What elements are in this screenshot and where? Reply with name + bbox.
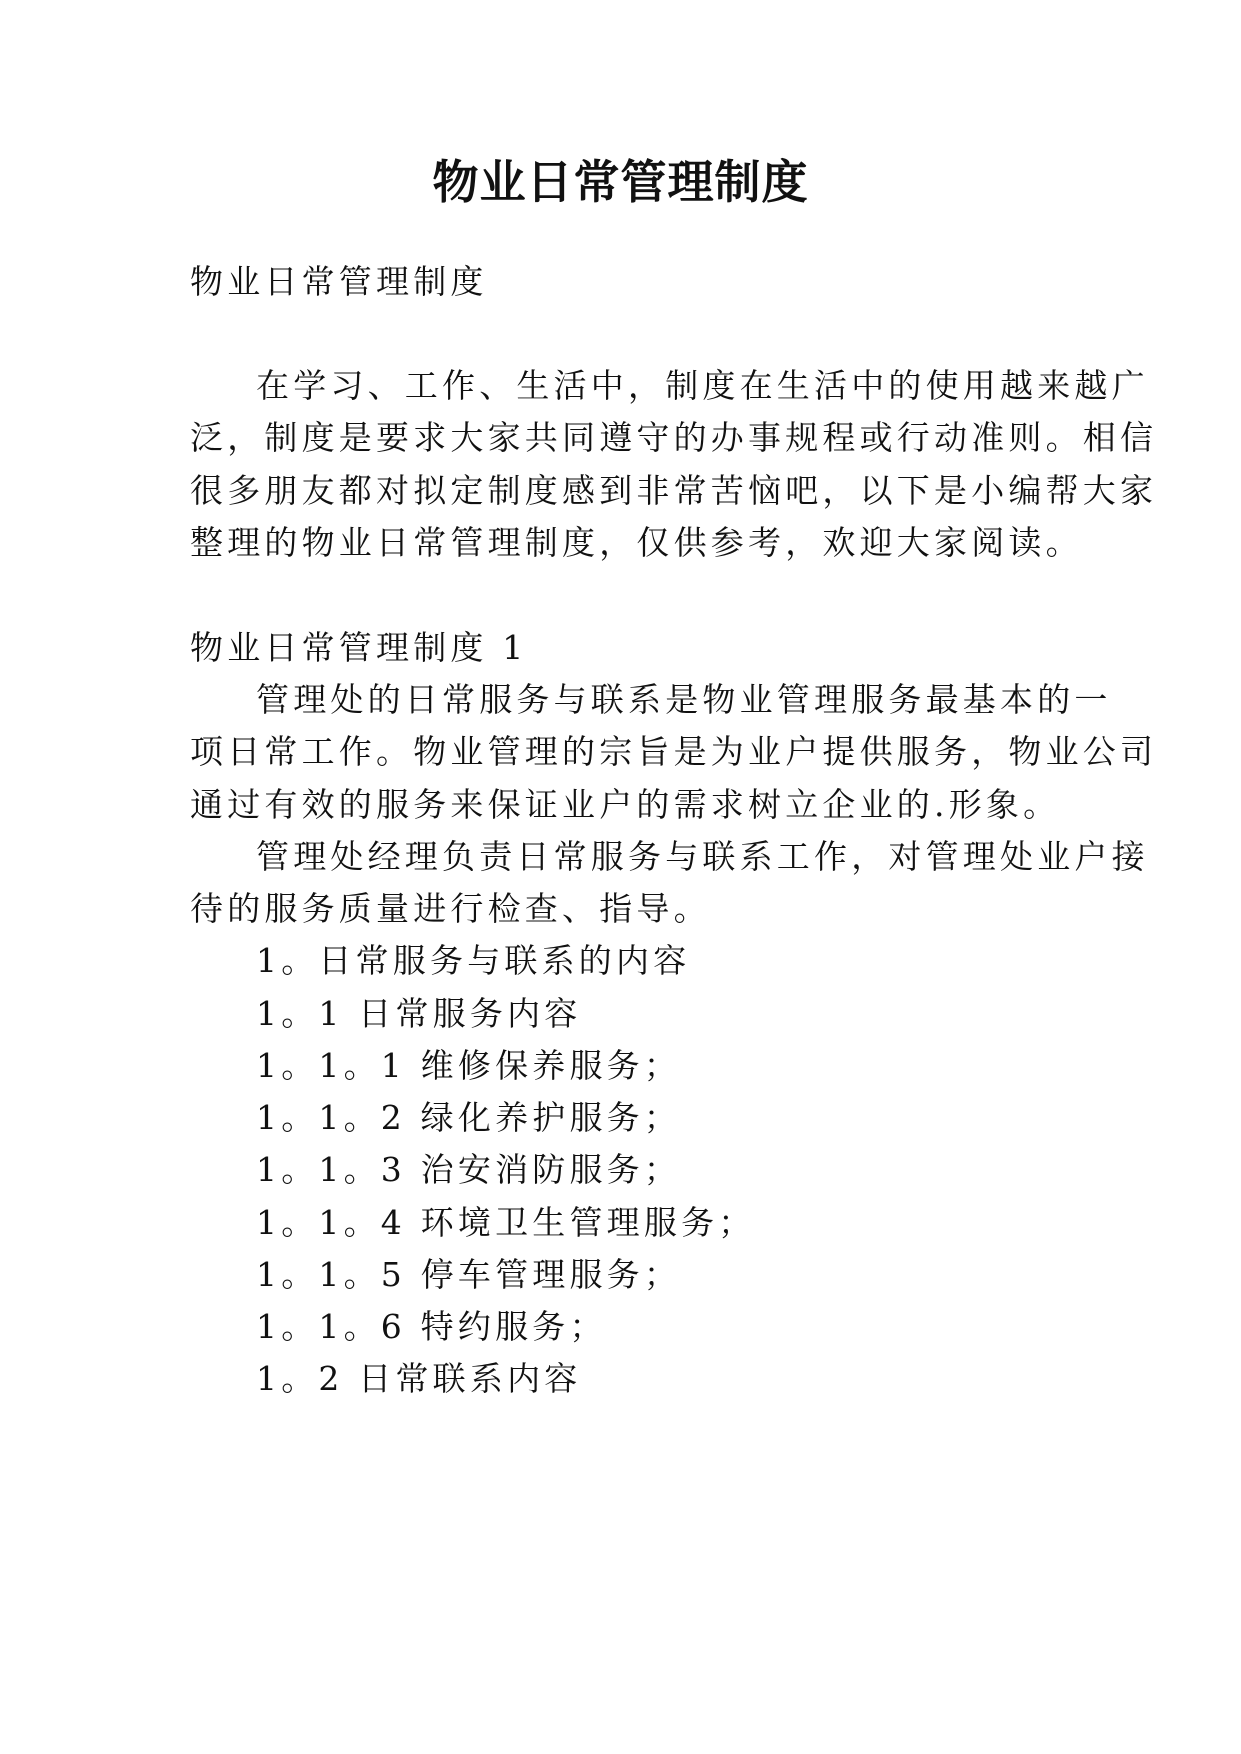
paragraph-line: 管理处经理负责日常服务与联系工作，对管理处业户接 [256,837,1149,876]
paragraph-line: 管理处的日常服务与联系是物业管理服务最基本的一 [256,680,1112,719]
list-item: 1。1。2 绿化养护服务； [256,1098,682,1137]
list-item: 1。1。1 维修保养服务； [256,1046,682,1085]
list-item: 1。1 日常服务内容 [256,994,582,1033]
intro-line: 很多朋友都对拟定制度感到非常苦恼吧，以下是小编帮大家 [190,471,1158,510]
paragraph-line: 通过有效的服务来保证业户的需求树立企业的.形象。 [190,785,1061,824]
list-item: 1。1。6 特约服务； [256,1307,607,1346]
paragraph-line: 待的服务质量进行检查、指导。 [190,889,711,928]
intro-line: 在学习、工作、生活中，制度在生活中的使用越来越广 [256,366,1149,405]
paragraph-line: 项日常工作。物业管理的宗旨是为业户提供服务，物业公司 [190,732,1158,771]
list-item: 1。1。4 环境卫生管理服务； [256,1203,756,1242]
intro-line: 泛，制度是要求大家共同遵守的办事规程或行动准则。相信 [190,418,1158,457]
list-item: 1。2 日常联系内容 [256,1359,582,1398]
list-item: 1。日常服务与联系的内容 [256,941,691,980]
document-subtitle: 物业日常管理制度 [190,262,488,301]
list-item: 1。1。5 停车管理服务； [256,1255,682,1294]
section-heading: 物业日常管理制度 1 [190,628,528,667]
document-title: 物业日常管理制度 [432,155,809,209]
intro-line: 整理的物业日常管理制度，仅供参考，欢迎大家阅读。 [190,523,1083,562]
list-item: 1。1。3 治安消防服务； [256,1150,682,1189]
